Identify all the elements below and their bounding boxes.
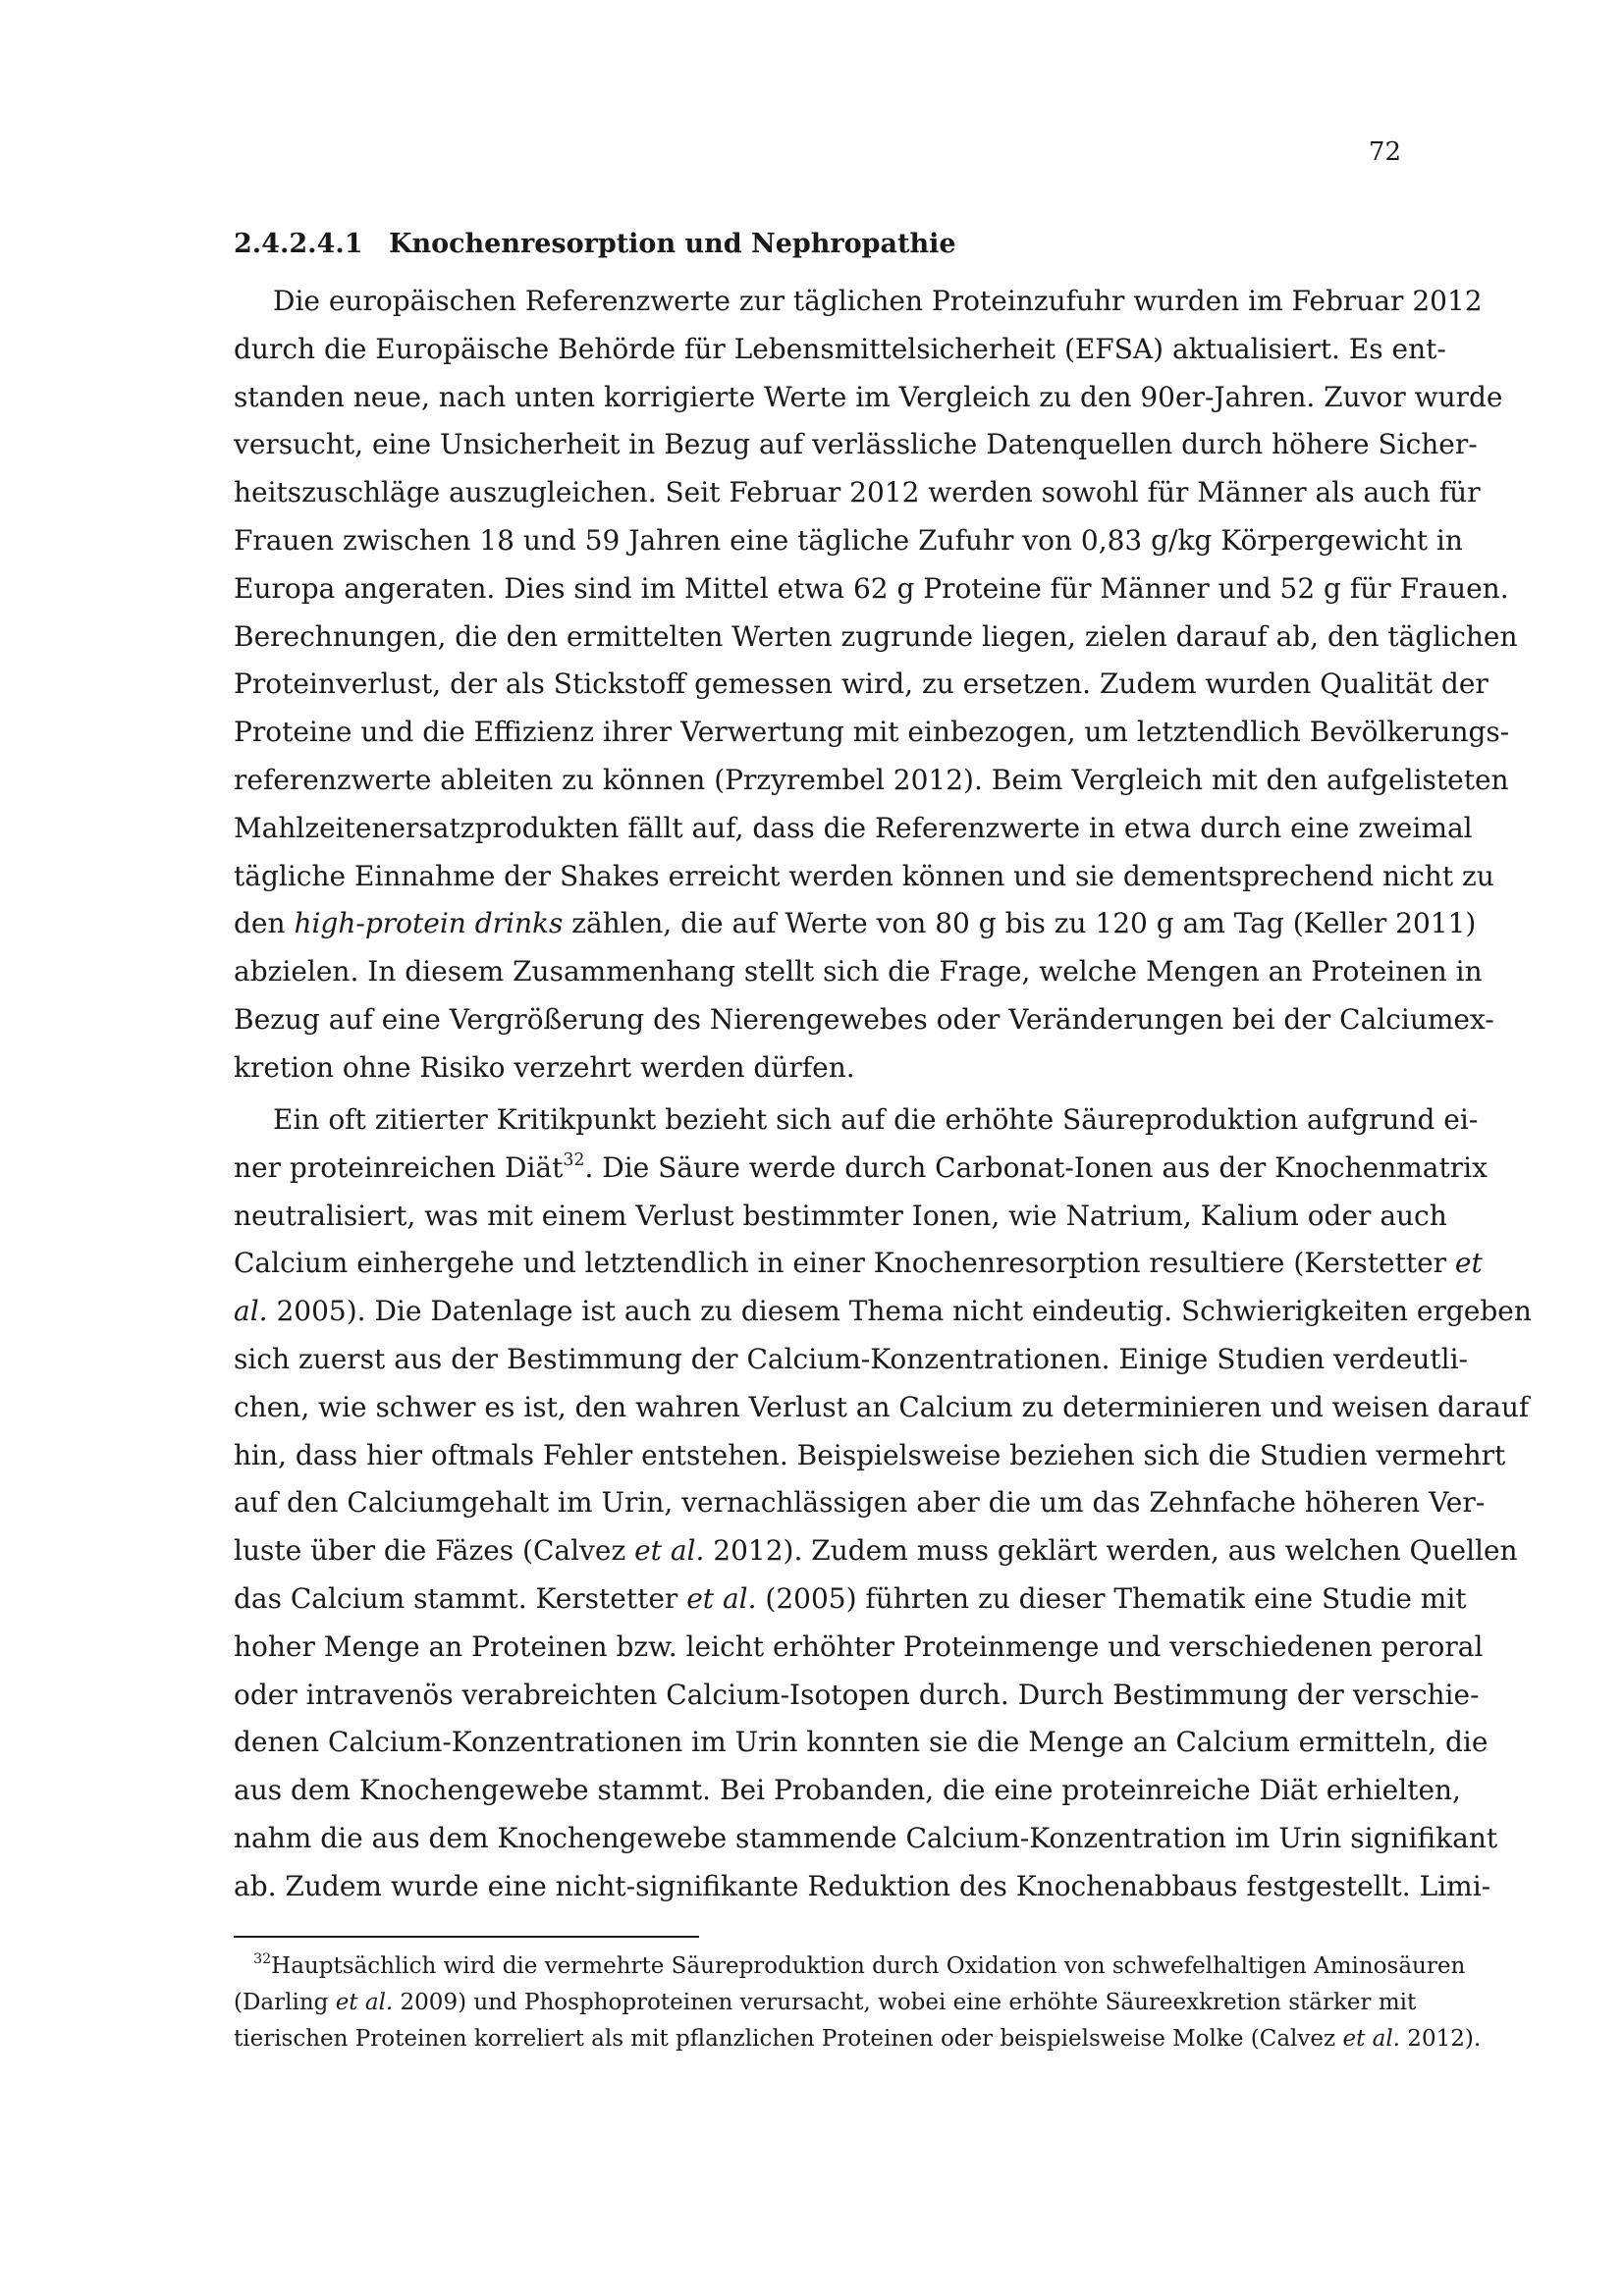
text-line: auf den Calciumgehalt im Urin, vernachlässigen aber die um das Zehnfache höheren Ver-: [234, 1486, 1486, 1520]
text-fragment: (2005) führten zu dieser Thematik eine Studie mit: [756, 1581, 1467, 1615]
text-line: [234, 1527, 1518, 1575]
text-line: hoher Menge an Proteinen bzw. leicht erhöhter Proteinmenge und verschiedenen peroral: [234, 1629, 1484, 1663]
text-fragment: Hauptsächlich wird die vermehrte Säureproduktion durch Oxidation von schwefelhaltigen Aminosäuren: [271, 1953, 1466, 1979]
text-fragment: 2009) und Phosphoproteinen verursacht, wobei eine erhöhte Säureexkretion stärker mit: [393, 1990, 1417, 2015]
text-line: [234, 900, 1477, 948]
text-line: referenzwerte ableiten zu können (Przyrembel 2012). Beim Vergleich mit den aufgelisteten: [234, 763, 1509, 796]
paragraph-reference-values: [234, 278, 1518, 1093]
text-line: kretion ohne Risiko verzehrt werden dürfen.: [234, 1050, 855, 1084]
footnote-divider: [234, 1936, 699, 1938]
footnote-reference[interactable]: 32: [563, 1149, 585, 1170]
text-fragment: luste über die Fäzes (Calvez: [234, 1534, 635, 1568]
emphasis: et al.: [686, 1581, 757, 1615]
section-number: 2.4.2.4.1: [234, 229, 363, 259]
text-fragment: 2005). Die Datenlage ist auch zu diesem Thema nicht eindeutig. Schwierigkeiten ergeben: [267, 1295, 1532, 1328]
emphasis: et: [1454, 1247, 1483, 1280]
text-line: [234, 1240, 1483, 1288]
emphasis: al.: [234, 1295, 268, 1328]
text-line: Ein oft zitierter Kritikpunkt bezieht sich auf die erhöhte Säureproduktion aufgrund ei-: [273, 1103, 1479, 1136]
text-line: tägliche Einnahme der Shakes erreicht werden können und sie dementsprechend nicht zu: [234, 859, 1494, 892]
text-fragment: Calcium einhergehe und letztendlich in einer Knochenresorption resultiere (Kerstetter: [234, 1247, 1455, 1280]
emphasis: et al.: [335, 1990, 394, 2015]
text-fragment: tierischen Proteinen korreliert als mit pflanzlichen Proteinen oder beispielsweise Molke (Calvez: [234, 2026, 1343, 2052]
text-fragment: . Die Säure werde durch Carbonat-Ionen aus der Knochenmatrix: [584, 1150, 1488, 1184]
text-line: Frauen zwischen 18 und 59 Jahren eine tägliche Zufuhr von 0,83 g/kg Körpergewicht in: [234, 523, 1463, 557]
text-line: [234, 1288, 1532, 1336]
footnote-32: [234, 1949, 1482, 2057]
footnote-line: [234, 1949, 1466, 1985]
text-line: Mahlzeitenersatzprodukten fällt auf, dass die Referenzwerte in etwa durch eine zweimal: [234, 811, 1473, 844]
page-number: 72: [1368, 137, 1401, 167]
text-line: nahm die aus dem Knochengewebe stammende Calcium-Konzentration im Urin signifikant: [234, 1821, 1498, 1854]
text-line: sich zuerst aus der Bestimmung der Calcium-Konzentrationen. Einige Studien verdeutli-: [234, 1342, 1469, 1375]
text-fragment: den: [234, 907, 295, 940]
text-line: heitszuschläge auszugleichen. Seit Februar 2012 werden sowohl für Männer als auch für: [234, 476, 1481, 509]
footnote-line: [234, 1985, 1417, 2021]
text-fragment: (Darling: [234, 1990, 336, 2015]
emphasis: et al.: [634, 1534, 705, 1568]
text-line: durch die Europäische Behörde für Lebensmittelsicherheit (EFSA) aktualisiert. Es ent-: [234, 332, 1446, 365]
emphasis: et al.: [1342, 2026, 1400, 2052]
text-line: versucht, eine Unsicherheit in Bezug auf verlässliche Datenquellen durch höhere Sicher-: [234, 428, 1478, 461]
text-line: Berechnungen, die den ermittelten Werten zugrunde liegen, zielen darauf ab, den täglichen: [234, 619, 1518, 653]
text-fragment: zählen, die auf Werte von 80 g bis zu 120 g am Tag (Keller 2011): [563, 907, 1477, 940]
text-line: standen neue, nach unten korrigierte Werte im Vergleich zu den 90er-Jahren. Zuvor wurde: [234, 380, 1503, 413]
section-heading: [234, 229, 956, 259]
text-line: Proteine und die Effizienz ihrer Verwertung mit einbezogen, um letztendlich Bevölkerungs-: [234, 716, 1510, 749]
footnote-marker: 32: [253, 1951, 272, 1968]
text-line: oder intravenös verabreichten Calcium-Isotopen durch. Durch Bestimmung der verschie-: [234, 1678, 1480, 1711]
text-line: Bezug auf eine Vergrößerung des Nierengewebes oder Veränderungen bei der Calciumex-: [234, 1002, 1494, 1036]
text-line: Europa angeraten. Dies sind im Mittel etwa 62 g Proteine für Männer und 52 g für Frauen.: [234, 571, 1509, 605]
text-line: chen, wie schwer es ist, den wahren Verlust an Calcium zu determinieren und weisen darauf: [234, 1390, 1530, 1423]
text-fragment: 2012). Zudem muss geklärt werden, aus welchen Quellen: [704, 1534, 1518, 1568]
text-line: [234, 1145, 1488, 1193]
paragraph-acid-production: [234, 1096, 1532, 1911]
text-line: denen Calcium-Konzentrationen im Urin konnten sie die Menge an Calcium ermitteln, die: [234, 1726, 1489, 1759]
text-fragment: 2012).: [1400, 2026, 1482, 2052]
text-line: abzielen. In diesem Zusammenhang stellt sich die Frage, welche Mengen an Proteinen in: [234, 955, 1483, 988]
text-line: aus dem Knochengewebe stammt. Bei Probanden, die eine proteinreiche Diät erhielten,: [234, 1774, 1461, 1807]
text-line: ab. Zudem wurde eine nicht-signifikante Reduktion des Knochenabbaus festgestellt. Limi-: [234, 1869, 1491, 1902]
emphasis: high-protein drinks: [294, 907, 564, 940]
text-line: [234, 1575, 1467, 1624]
footnote-line: [234, 2021, 1482, 2057]
section-title: Knochenresorption und Nephropathie: [389, 229, 956, 259]
text-fragment: das Calcium stammt. Kerstetter: [234, 1581, 687, 1615]
text-fragment: ner proteinreichen Diät: [234, 1150, 564, 1184]
text-line: Proteinverlust, der als Stickstoff gemessen wird, zu ersetzen. Zudem wurden Qualität der: [234, 667, 1489, 701]
text-line: Die europäischen Referenzwerte zur täglichen Proteinzufuhr wurden im Februar 2012: [273, 285, 1483, 317]
text-line: neutralisiert, was mit einem Verlust bestimmter Ionen, wie Natrium, Kalium oder auch: [234, 1199, 1447, 1232]
text-line: hin, dass hier oftmals Fehler entstehen. Beispielsweise beziehen sich die Studien vermehrt: [234, 1438, 1506, 1471]
